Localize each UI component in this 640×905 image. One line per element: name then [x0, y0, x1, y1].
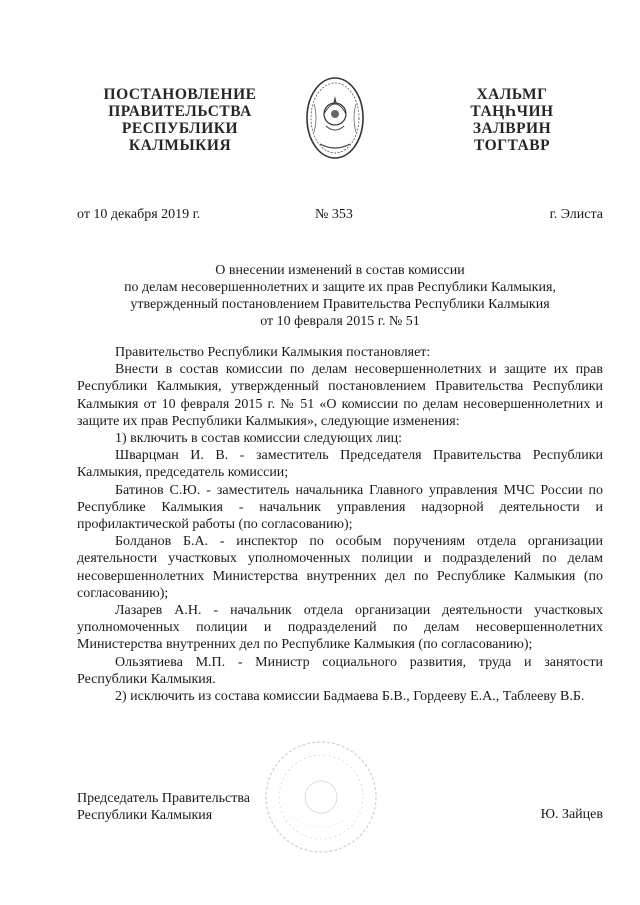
person-entry: Батинов С.Ю. - заместитель начальника Главного управления МЧС России по Республике Калмыкия - начальник управления надзорной деятельности и профилактической работы (по согласованию); — [77, 482, 603, 533]
body-item-include: 1) включить в состав комиссии следующих лиц: — [115, 431, 403, 447]
signatory-position-line: Председатель Правительства — [77, 791, 250, 806]
person-entry: Болданов Б.А. - инспектор по особым поручениям отдела организации деятельности участковых уполномоченных полиции и подразделений по делам несовершеннолетних Министерства внутренних дел по Республике Калмыкия (по согласованию); — [77, 534, 603, 601]
header-left-line: РЕСПУБЛИКИ — [121, 120, 239, 137]
person-entry: Лазарев А.Н. - начальник отдела организации деятельности участковых уполномоченных полиции и подразделений по делам несовершеннолетних Министерства внутренних дел по Республике Калмыкия (по согласованию); — [77, 603, 603, 653]
body-intro: Правительство Республики Калмыкия постановляет: — [115, 345, 431, 360]
signatory-name: Ю. Зайцев — [540, 807, 603, 822]
header-left-line: ПОСТАНОВЛЕНИЕ — [103, 86, 257, 103]
document-meta — [77, 207, 603, 227]
document-date: от 10 декабря 2019 г. — [77, 207, 201, 222]
header-title-russian — [95, 86, 265, 154]
header-right-line: ТАҢҺЧИН — [470, 103, 554, 120]
body-paragraph: Внести в состав комиссии по делам несовершеннолетних и защите их прав Республики Калмыкия, утвержденный постановлением Правительства Республики Калмыкия от 10 февраля 2015 г. № 51 «О комиссии по делам несовершеннолетних и защите их прав Республики Калмыкия», следующие изменения: — [77, 362, 603, 429]
document-title — [90, 262, 590, 330]
person-entry: Ользятиева М.П. - Министр социального развития, труда и занятости Республики Калмыкия. — [77, 654, 603, 687]
signatory-position-line: Республики Калмыкия — [77, 808, 213, 823]
title-line: О внесении изменений в состав комиссии — [215, 263, 465, 278]
title-line: по делам несовершеннолетних и защите их прав Республики Калмыкия, — [124, 280, 556, 295]
person-entry: Шварцман И. В. - заместитель Председателя Правительства Республики Калмыкия, председатель комиссии; — [77, 448, 603, 481]
header-left-line: ПРАВИТЕЛЬСТВА — [108, 103, 252, 120]
header-right-line: ЗАЛВРИН — [472, 120, 552, 137]
header-right-line: ХАЛЬМГ — [476, 86, 548, 103]
signatory-position — [77, 790, 250, 824]
title-line: от 10 февраля 2015 г. № 51 — [260, 314, 420, 329]
document-number: № 353 — [315, 207, 353, 222]
document-city: г. Элиста — [549, 207, 603, 222]
header-title-kalmyk — [452, 86, 572, 154]
body-item-exclude: 2) исключить из состава комиссии Бадмаева Б.В., Гордееву Е.А., Таблееву В.Б. — [115, 689, 585, 705]
header-right-line: ТОГТАВР — [473, 137, 551, 154]
official-seal-stamp-icon — [262, 738, 380, 856]
header-left-line: КАЛМЫКИЯ — [128, 137, 232, 154]
document-body — [77, 344, 603, 705]
coat-of-arms-kalmykia-icon — [304, 74, 366, 162]
title-line: утвержденный постановлением Правительства Республики Калмыкия — [130, 297, 550, 312]
